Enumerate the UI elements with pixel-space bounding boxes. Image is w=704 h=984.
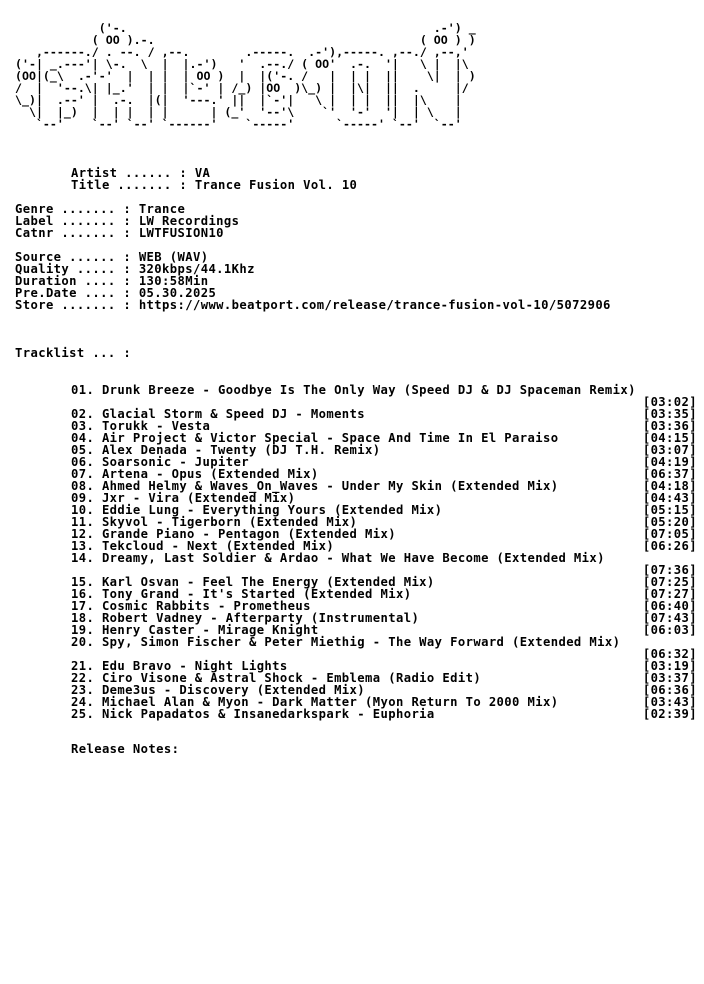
genre-label: Genre ....... : — [15, 202, 132, 216]
record-label-value: LW Recordings — [138, 214, 240, 228]
track-row — [71, 636, 697, 660]
track-duration: [05:20] — [642, 515, 697, 529]
track-duration: [07:43] — [642, 611, 697, 625]
genre-value: Trance — [138, 202, 186, 216]
artist-title-block — [15, 167, 357, 191]
track-title: 17. Cosmic Rabbits - Prometheus — [71, 599, 311, 613]
track-duration: [06:26] — [642, 539, 697, 553]
tracklist-heading-block — [15, 347, 131, 359]
title-line — [15, 179, 357, 191]
track-title: 18. Robert Vadney - Afterparty (Instrumental) — [71, 611, 420, 625]
track-title: 23. Deme3us - Discovery (Extended Mix) — [71, 683, 366, 697]
track-duration: [03:36] — [642, 419, 697, 433]
track-duration: [02:39] — [642, 707, 697, 721]
ascii-art-logo: ('-. .-') _ ( OO ).-. ( OO ) ) ,------./ . --. / ,--. .-----. .-'),-----. ,--./ ,--,' ('-| _.---'| \-. \ | |.-') ' .--./ ( OO' .-. '| \ | |\ (OO|(_\ .-'-' | | | | OO ) | |('-. / | | | || \| | ) / | '--.\| |_.' | | |`-' | /_) |OO )\_) | |\| || . |/ \_)| .--' | .-. |(| '---.' || |`-'| \ | | | || |\ | \| |_) | | | | | | (_' '--'\ `' '-' '| | \ | `--' `--' `--' `------' `-----' `-----' `--' `--' — [15, 21, 476, 131]
track-title: 01. Drunk Breeze - Goodbye Is The Only Way (Speed DJ & DJ Spaceman Remix) — [71, 383, 636, 397]
title-value: Trance Fusion Vol. 10 — [194, 178, 358, 192]
artist-value: VA — [194, 166, 211, 180]
track-title: 14. Dreamy, Last Soldier & Ardao - What We Have Become (Extended Mix) — [71, 551, 605, 565]
track-duration: [07:27] — [642, 587, 697, 601]
track-row — [71, 708, 697, 720]
track-duration: [03:19] — [642, 659, 697, 673]
source-value: WEB (WAV) — [138, 250, 209, 264]
tracklist — [71, 384, 697, 720]
release-notes-heading: Release Notes: — [71, 742, 180, 756]
track-duration: [07:36] — [642, 563, 697, 577]
catnr-line — [15, 227, 239, 239]
track-row — [71, 552, 697, 576]
release-notes-block — [15, 743, 179, 755]
track-title: 11. Skyvol - Tigerborn (Extended Mix) — [71, 515, 358, 529]
track-title: 05. Alex Denada - Twenty (DJ T.H. Remix) — [71, 443, 381, 457]
track-duration: [04:15] — [642, 431, 697, 445]
source-label: Source ...... : — [15, 250, 132, 264]
quality-label: Quality ..... : — [15, 262, 132, 276]
store-label: Store ....... : — [15, 298, 132, 312]
predate-value: 05.30.2025 — [138, 286, 217, 300]
duration-value: 130:58Min — [138, 274, 209, 288]
track-title: 09. Jxr - Vira (Extended Mix) — [71, 491, 296, 505]
track-duration: [06:40] — [642, 599, 697, 613]
artist-label: Artist ...... : — [71, 166, 188, 180]
track-title: 20. Spy, Simon Fischer & Peter Miethig - The Way Forward (Extended Mix) — [71, 635, 621, 649]
duration-label: Duration .... : — [15, 274, 132, 288]
track-duration: [04:43] — [642, 491, 697, 505]
track-title: 24. Michael Alan & Myon - Dark Matter (Myon Return To 2000 Mix) — [71, 695, 559, 709]
tracklist-heading: Tracklist ... : — [15, 346, 132, 360]
store-line — [15, 299, 611, 311]
track-title: 19. Henry Caster - Mirage Knight — [71, 623, 319, 637]
track-duration: [03:07] — [642, 443, 697, 457]
track-duration: [06:32] — [642, 647, 697, 661]
track-title: 21. Edu Bravo - Night Lights — [71, 659, 288, 673]
track-duration: [06:03] — [642, 623, 697, 637]
track-duration: [03:35] — [642, 407, 697, 421]
track-title: 06. Soarsonic - Jupiter — [71, 455, 249, 469]
track-title: 16. Tony Grand - It's Started (Extended Mix) — [71, 587, 412, 601]
track-duration: [04:19] — [642, 455, 697, 469]
track-duration: [06:36] — [642, 683, 697, 697]
track-title: 13. Tekcloud - Next (Extended Mix) — [71, 539, 335, 553]
track-title: 22. Ciro Visone & Astral Shock - Emblema (Radio Edit) — [71, 671, 482, 685]
track-row — [71, 384, 697, 408]
track-title: 10. Eddie Lung - Everything Yours (Extended Mix) — [71, 503, 443, 517]
track-duration: [04:18] — [642, 479, 697, 493]
release-info-block — [15, 203, 239, 239]
track-duration: [05:15] — [642, 503, 697, 517]
track-title: 08. Ahmed Helmy & Waves_On_Waves - Under My Skin (Extended Mix) — [71, 479, 559, 493]
store-link[interactable]: https://www.beatport.com/release/trance-fusion-vol-10/5072906 — [138, 298, 611, 312]
catnr-label: Catnr ....... : — [15, 226, 132, 240]
track-title: 15. Karl Osvan - Feel The Energy (Extended Mix) — [71, 575, 435, 589]
track-title: 02. Glacial Storm & Speed DJ - Moments — [71, 407, 366, 421]
track-duration: [07:05] — [642, 527, 697, 541]
track-title: 12. Grande Piano - Pentagon (Extended Mix) — [71, 527, 396, 541]
track-title: 03. Torukk - Vesta — [71, 419, 211, 433]
catnr-value: LWTFUSION10 — [138, 226, 224, 240]
record-label-label: Label ....... : — [15, 214, 132, 228]
track-duration: [03:37] — [642, 671, 697, 685]
track-duration: [03:43] — [642, 695, 697, 709]
track-duration: [06:37] — [642, 467, 697, 481]
predate-label: Pre.Date .... : — [15, 286, 132, 300]
source-info-block — [15, 251, 611, 311]
track-title: 04. Air Project & Victor Special - Space And Time In El Paraiso — [71, 431, 559, 445]
track-duration: [07:25] — [642, 575, 697, 589]
quality-value: 320kbps/44.1Khz — [138, 262, 255, 276]
track-duration: [03:02] — [642, 395, 697, 409]
track-title: 07. Artena - Opus (Extended Mix) — [71, 467, 319, 481]
title-label: Title ....... : — [71, 178, 188, 192]
track-title: 25. Nick Papadatos & Insanedarkspark - Euphoria — [71, 707, 435, 721]
